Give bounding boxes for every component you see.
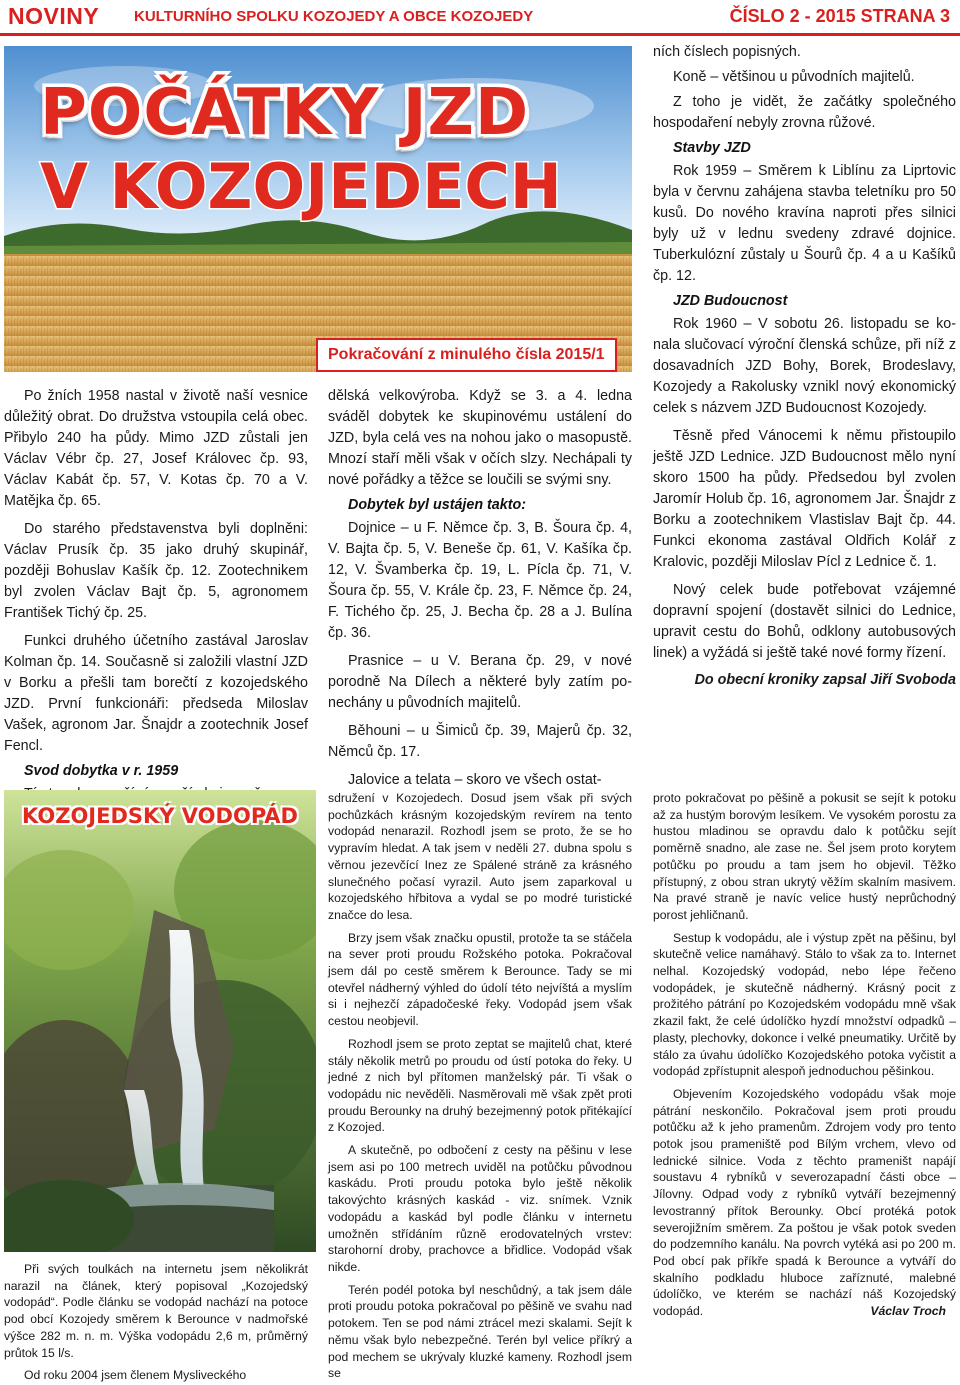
paragraph: Rok 1960 – V sobotu 26. listopadu se konala slučovací výroční členská schůze, při níž z dosavadních JZD Bohy, Borek, Brodeslavy, Kozojedy a Rakolusky vznikl nový ekonomický celek s názvem JZD Budoucnost Kozojedy. [653,316,956,416]
paragraph: dělská velkovýroba. Když se 3. a 4. ledna sváděl dobytek ke skupinovému ustálení do JZD, byla celá ves na nohou jako o masopustě. Mnozí staří měli však v očích slzy. Nechápali ty nové pořádky a těžce se loučili se svými sny. [328,388,632,488]
article-signature: Do obecní kroniky zapsal Jiří Svoboda [694,672,956,688]
paragraph: Objevením Kozojedského vodopádu však moje pátrání neskončilo. Pokračoval jsem proti proudu potůčku až k jeho pramenům. Zdrojem vody pro tento potok jsou prameniště pod Bílým vrchem, vlevo od lednické silnice. Voda z těchto prameništ napájí soustavu 4 rybníků v severozapadní části obce – Jílovny. Odpad vody z rybníků vytváří bezejmenný levostranný přítok Berounky. Obcí protéká potok severojižním směrem. Za poštou je však potok sveden do podzemního kanálu. Na povrch vytéká asi po 200 m. Pod obcí pak příkře spadá k Berounce a vytváří do skalního podkladu hluboce zaříznuté, malebné údolíčko, ve kterém se nachází náš Kozojedský vodopád. [653,1086,956,1319]
article2-title: KOZOJEDSKÝ VODOPÁD [22,804,298,828]
paragraph: Běhouni – u Šimiců čp. 39, Majerů čp. 32, Němců čp. 17. [328,723,632,760]
article1-column-2 [328,386,632,791]
paragraph: proto pokračovat po pěšině a pokusit se sejít k potoku až za hustým borovým lesíkem. Ve vysokém porostu za hustou mladinou se opravdu dalo k potůčku sejít poměrně snadno, ale zase ne. Šel jsem proto korytem potůčku po proudu a tam jsem ho objevil. Těžko přístupný, z obou stran ukrytý věžím skalním masivem. Na pravé straně je navíc velice hustý neprůchodný porost jehličnanů. [653,791,956,922]
paragraph: Z toho je vidět, že začátky společného hospodaření nebyly zrovna růžové. [653,94,956,131]
paragraph: Funkci druhého účetního zastával Jaroslav Kolman čp. 14. Současně si založili vlastní JZD v Borku a přešli tam borečtí z kozojedského JZD. První funkcionáři: předseda Miloslav Vašek, agronom Jar. Šnajdr a zootechnik Josef Fencl. [4,633,308,754]
paragraph: sdružení v Kozojedech. Dosud jsem však při svých pochůzkách krásným kozojedským revírem na tento vodopád nenarazil. Rozhodl jsem se proto, že se ho vypravím hledat. A tak jsem v neděli 27. dubna spolu s věrnou jezevčící Inez ze Spálené stráně za krásného slunečného počasí vyrazil. Auto jsem zaparkoval u kozojedského hřbitova a vydal se po modré turistické značce do lesa. [328,791,632,922]
issue-and-page: ČÍSLO 2 - 2015 STRANA 3 [729,6,950,26]
article2-column-3 [653,790,956,1320]
paragraph: A skutečně, po odbočení z cesty na pěšinu v lese jsem asi po 100 metrech uviděl na potůčku původnou kaskádu. Proti proudu potoka bylo ještě několik takovýchto krásných kaskád - viz. snímek. Vznik vodopádu a kaskád byl podle článku v internetu umožněn střídáním různě erodovatelných vrstev: starohorní droby, prachovce a břidlice. Vodopád však nikde. [328,1143,632,1274]
article2-author: Václav Troch [870,1304,946,1319]
section-heading: Stavby JZD [673,140,751,156]
paragraph: Od roku 2004 jsem členem Mysliveckého [24,1368,247,1383]
section-heading: Dobytek byl ustájen takto: [348,497,526,513]
section-heading: JZD Budoucnost [673,293,788,309]
waterfall-illustration [4,790,316,1252]
paragraph: Rozhodl jsem se proto zeptat se majitelů chat, které stály několik metrů po proudu od ústí potoka do řeky. U jedné z nich byl přítomen manželský pár. Ti však o vodopádu nic nevěděli. Nasměrovali mě však zpět proti proudu Berounky na druhý bezejmenný potok přitékající z Kozojed. [328,1036,632,1135]
article1-column-3 [653,42,956,691]
article-title-line2: V KOZOJEDECH [40,150,562,223]
article1-column-1 [4,386,308,805]
waterfall-photo [4,790,316,1252]
paragraph: Do starého představenstva byli doplněni: Václav Prusík čp. 35 jako druhý skupinář, později Bohuslav Kašík čp. 12. Zootechnikem byl zvolen Václav Bajt čp. 5, agronomem František Tichý čp. 25. [4,521,308,621]
paragraph: Prasnice – u V. Berana čp. 29, v nové porodně Na Dílech a některé byly zatím ponechány u původních majitelů. [328,653,632,711]
paragraph: Nový celek bude potřebovat vzájemné dopravní spojení (dostavět silnici do Lednice, upravit cestu do Bohů, odklony autobusových linek) a vyžádá si ještě také nové formy řízení. [653,582,956,661]
paragraph: Koně – většinou u původních majitelů. [673,69,915,85]
section-heading: Svod dobytka v r. 1959 [24,763,179,779]
article2-column-1 [4,1261,308,1384]
newspaper-name: NOVINY [8,3,100,29]
paragraph: Jalovice a telata – skoro ve všech ostat- [348,772,602,788]
article-title-line1: POČÁTKY JZD [40,76,530,150]
newspaper-subtitle: KULTURNÍHO SPOLKU KOZOJEDY A OBCE KOZOJEDY [134,8,534,25]
paragraph: Brzy jsem však značku opustil, protože ta se stáčela na sever proti proudu Rožského potoka. Pokračoval jsem dál po cestě směrem k Berounce. Tady se mi otevřel nádherný výhled do údolí této nejvíštá a myslím si i nejhezčí západočeské řeky. Vodopád jsem však cestou neobjevil. [328,930,632,1029]
paragraph: Rok 1959 – Směrem k Liblínu za Liprtovic byla v červnu zahájena stavba teletníku pro 50 kusů. Do nového kravína naproti přes silnici byly už v lednu svedeny zdravé dojnice. Tuberkulózní zůstaly u Šourů čp. 4 a u Kašíků čp. 12. [653,163,956,284]
paragraph: Terén podél potoka byl neschůdný, a tak jsem dále proti proudu potoka pokračoval po pěšině ve svahu nad potokem. Ten se pod námi ztrácel mezi skalami. Sejít k němu však bylo nebezpečné. Terén byl velice příkrý a pod mechem se ukrývaly kluzké kameny. Rozhodl jsem se [328,1282,632,1381]
header-rule [0,33,960,36]
paragraph: Těsně před Vánocemi k němu přistoupilo ještě JZD Lednice. JZD Budoucnost mělo nyní skoro 1500 ha půdy. Předsedou byl zvolen Jaromír Holub čp. 16, agronomem Jar. Šnajdr z Borku a zootechnikem Vlastislav Bajt čp. 44. Funkci ekonoma zastával Oldřich Kolář z Kralovic, později Miloslav Pícl z Lednice č. 1. [653,428,956,570]
paragraph: ních číslech popisných. [653,44,801,60]
paragraph: Dojnice – u F. Němce čp. 3, B. Šoura čp. 4, V. Bajta čp. 5, V. Beneše čp. 61, V. Kašíka čp. 12, V. Švamberka čp. 19, L. Pícla čp. 71, V. Šoura čp. 55, V. Krále čp. 23, F. Němce čp. 24, F. Tichého čp. 25, J. Becha čp. 28 a J. Bulína čp. 36. [328,520,632,641]
paragraph: Při svých toulkách na internetu jsem několikrát narazil na článek, který popisoval „Kozojedský vodopád“. Podle článku se vodopád nachází na potoce pod obcí Kozojedy směrem k Berounce v nadmořské výšce 282 m. n. m. Výška vodopádu 2,6 m, průměrný průtok 15 l/s. [4,1262,308,1360]
paragraph: Sestup k vodopádu, ale i výstup zpět na pěšinu, byl skutečně velice namáhavý. Stálo to však za to. Internet nelhal. Kozojedský vodopád, nebo lépe řečeno vodopádek, je skutečně nádherný. Krásný pocit z prožitého pátrání po Kozojedském vodopádu mně však zkazil fakt, že celé údolíčko hyzdí množství odpadků – plasty, plechovky, dokonce i velké pneumatiky. Určitě by stálo za úvahu údolíčko Kozojedského potoka vyčistit a vodopád zpřístupnit alespoň jednoduchou pěšinkou. [653,930,956,1079]
continuation-banner: Pokračování z minulého čísla 2015/1 [316,338,617,372]
article2-column-2 [328,790,632,1382]
paragraph: Po žních 1958 nastal v životě naší vesnice důležitý obrat. Do družstva vstoupila celá obec. Přibylo 240 ha půdy. Mimo JZD zůstali jen Václav Vébr čp. 27, Josef Královec čp. 93, Václav Kabát čp. 57, V. Kotas čp. 70 a V. Matějka čp. 65. [4,388,308,509]
page-header [0,0,960,36]
wheat-field-photo [4,46,632,372]
wheat-field-illustration [4,46,632,372]
